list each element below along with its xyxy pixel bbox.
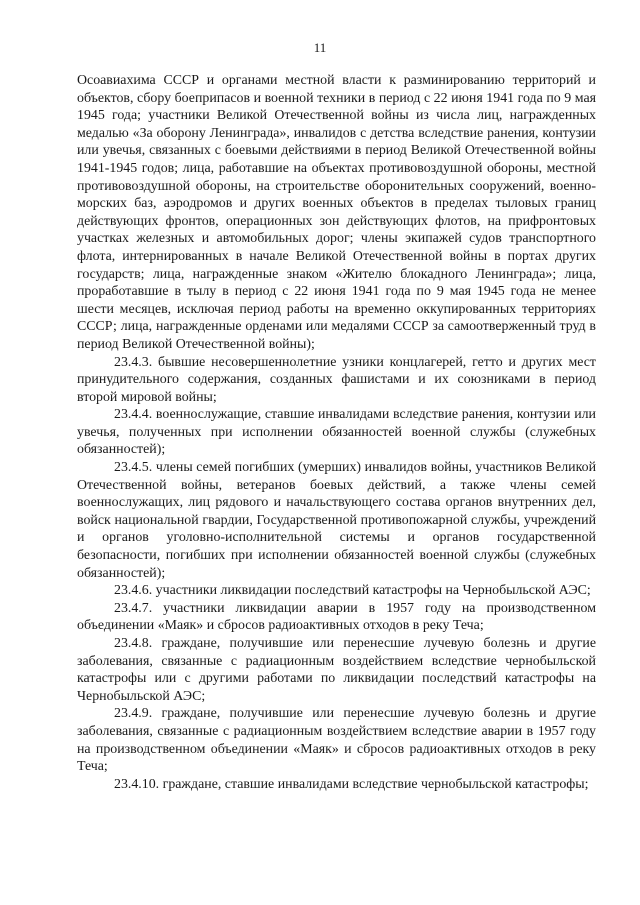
paragraph-23-4-9: 23.4.9. граждане, получившие или перенесшие лучевую болезнь и другие заболевания, связанные с радиационным воздействием вследствие аварии в 1957 году на производственном объединении «Маяк» и сбросов радиоактивных отходов в реку Теча; — [77, 706, 596, 775]
paragraph-23-4-4: 23.4.4. военнослужащие, ставшие инвалидами вследствие ранения, контузии или увечья, полученных при исполнении обязанностей военной службы (служебных обязанностей); — [77, 407, 596, 458]
page-number: 11 — [313, 40, 327, 55]
paragraph-23-4-5: 23.4.5. члены семей погибших (умерших) инвалидов войны, участников Великой Отечественной войны, ветеранов боевых действий, а также члены семей военнослужащих, лиц рядового и начальствующего состава органов внутренних дел, войск национальной гвардии, Государственной противопожарной службы, учреждений и органов уголовно-исполнительной системы и органов государственной безопасности, погибших при исполнении обязанностей военной службы (служебных обязанностей); — [77, 460, 596, 581]
paragraph-23-4-6: 23.4.6. участники ликвидации последствий катастрофы на Чернобыльской АЭС; — [114, 583, 591, 599]
paragraph-23-4-10: 23.4.10. граждане, ставшие инвалидами вследствие чернобыльской катастрофы; — [114, 776, 589, 792]
paragraph-continuation: Осоавиахима СССР и органами местной власти к разминированию территорий и объектов, сбору боеприпасов и военной техники в период с 22 июня 1941 года по 9 мая 1945 года; участники Великой Отечественной войны из числа лиц, награжденных медалью «За оборону Ленинграда», инвалидов с детства вследствие ранения, контузии или увечья, связанных с боевыми действиями в период Великой Отечественной войны 1941-1945 годов; лица, работавшие на объектах противовоздушной обороны, местной противовоздушной обороны, на строительстве оборонительных сооружений, военно-морских баз, аэродромов и других военных объектов в пределах тыловых границ действующих фронтов, операционных зон действующих флотов, на прифронтовых участках железных и автомобильных дорог; члены экипажей судов транспортного флота, интернированных в начале Великой Отечественной войны в портах других государств; лица, награжденные знаком «Жителю блокадного Ленинграда»; лица, проработавшие в тылу в период с 22 июня 1941 года по 9 мая 1945 года не менее шести месяцев, исключая период работы на временно оккупированных территориях СССР; лица, награжденные орденами или медалями СССР за самоотверженный труд в период Великой Отечественной войны); — [77, 73, 596, 352]
paragraph-23-4-8: 23.4.8. граждане, получившие или перенесшие лучевую болезнь и другие заболевания, связанные с радиационным воздействием вследствие чернобыльской катастрофы или с другими работами по ликвидации последствий катастрофы на Чернобыльской АЭС; — [77, 636, 596, 704]
paragraph-23-4-3: 23.4.3. бывшие несовершеннолетние узники концлагерей, гетто и других мест принудительного содержания, созданных фашистами и их союзниками в период второй мировой войны; — [77, 354, 596, 405]
document-body — [77, 72, 596, 793]
paragraph-23-4-7: 23.4.7. участники ликвидации аварии в 1957 году на производственном объединении «Маяк» и сбросов радиоактивных отходов в реку Теча; — [77, 600, 596, 634]
